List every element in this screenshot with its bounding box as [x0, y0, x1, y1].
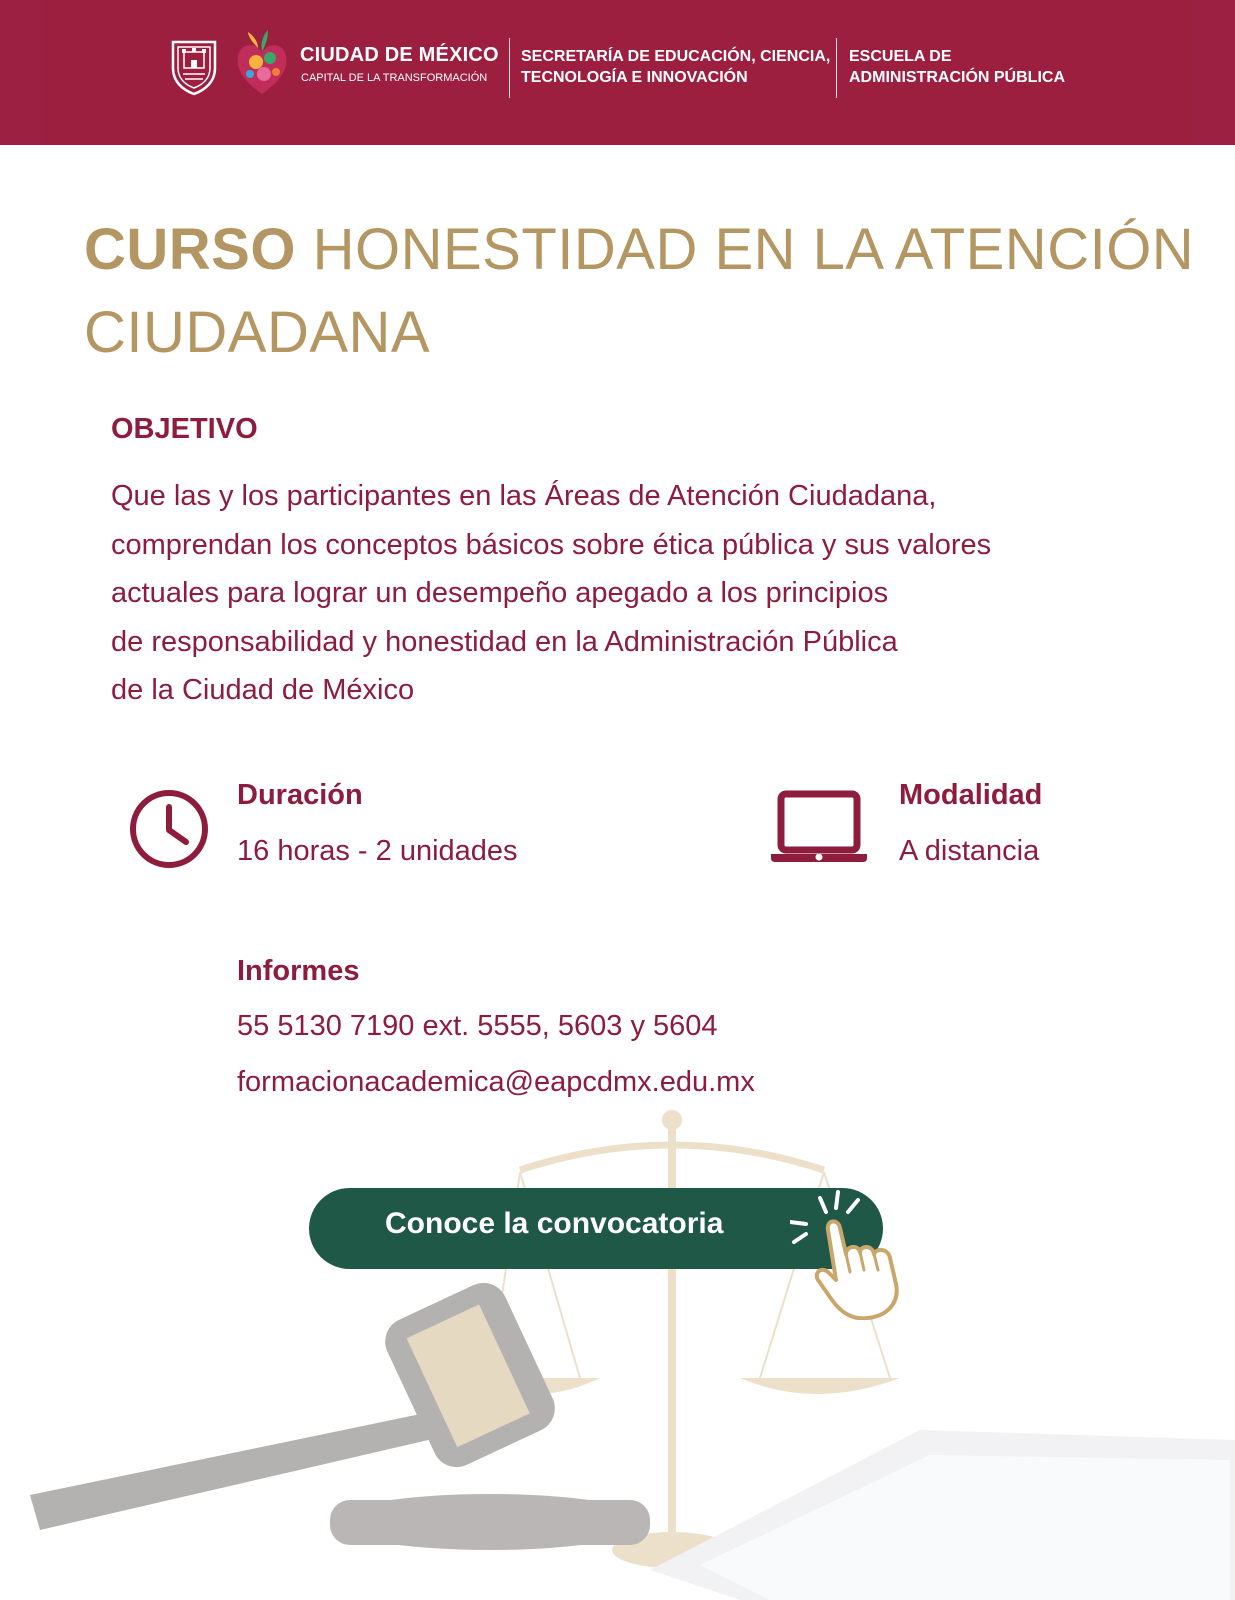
- escuela-line: ADMINISTRACIÓN PÚBLICA: [849, 69, 1065, 86]
- org-name: CIUDAD DE MÉXICO: [300, 44, 499, 66]
- escuela-line: ESCUELA DE: [849, 48, 952, 65]
- objective-line: actuales para lograr un desempeño apegado a los principios: [111, 577, 889, 609]
- course-title: [84, 208, 1204, 374]
- objective-line: de responsabilidad y honestidad en la Administración Pública: [111, 625, 898, 658]
- cdmx-shield-logo: [169, 38, 219, 96]
- duration-title: Duración: [237, 779, 363, 811]
- header-divider: [509, 38, 510, 98]
- objective-heading: OBJETIVO: [111, 413, 258, 445]
- secretaria-line: SECRETARÍA DE EDUCACIÓN, CIENCIA,: [521, 48, 831, 65]
- secretaria-line: TECNOLOGÍA E INNOVACIÓN: [521, 69, 748, 86]
- modality-value: A distancia: [899, 835, 1040, 867]
- pointing-hand-icon: [790, 1190, 930, 1320]
- contact-title: Informes: [237, 955, 360, 987]
- objective-text: [111, 472, 1111, 715]
- laptop-icon: [769, 790, 869, 866]
- clock-icon: [128, 788, 210, 870]
- secretaria-name: [521, 46, 830, 88]
- justice-illustration: [0, 1060, 1235, 1600]
- objective-line: de la Ciudad de México: [111, 674, 415, 706]
- escuela-name: [849, 46, 1065, 88]
- cta-label: Conoce la convocatoria: [385, 1207, 724, 1240]
- course-label: CURSO: [84, 217, 296, 282]
- objective-line: comprendan los conceptos básicos sobre ética pública y sus valores: [111, 528, 992, 561]
- duration-value: 16 horas - 2 unidades: [237, 835, 518, 867]
- org-tagline: CAPITAL DE LA TRANSFORMACIÓN: [301, 72, 488, 84]
- contact-phone: 55 5130 7190 ext. 5555, 5603 y 5604: [237, 1010, 718, 1042]
- header-banner: [0, 0, 1235, 145]
- objective-line: Que las y los participantes en las Áreas de Atención Ciudadana,: [111, 480, 937, 512]
- cdmx-heart-logo: [234, 28, 290, 100]
- modality-title: Modalidad: [899, 779, 1043, 811]
- contact-email[interactable]: formacionacademica@eapcdmx.edu.mx: [237, 1066, 755, 1098]
- course-name-line2: CIUDADANA: [84, 300, 431, 365]
- course-name-line1: HONESTIDAD EN LA ATENCIÓN: [312, 217, 1195, 282]
- header-divider: [836, 38, 837, 98]
